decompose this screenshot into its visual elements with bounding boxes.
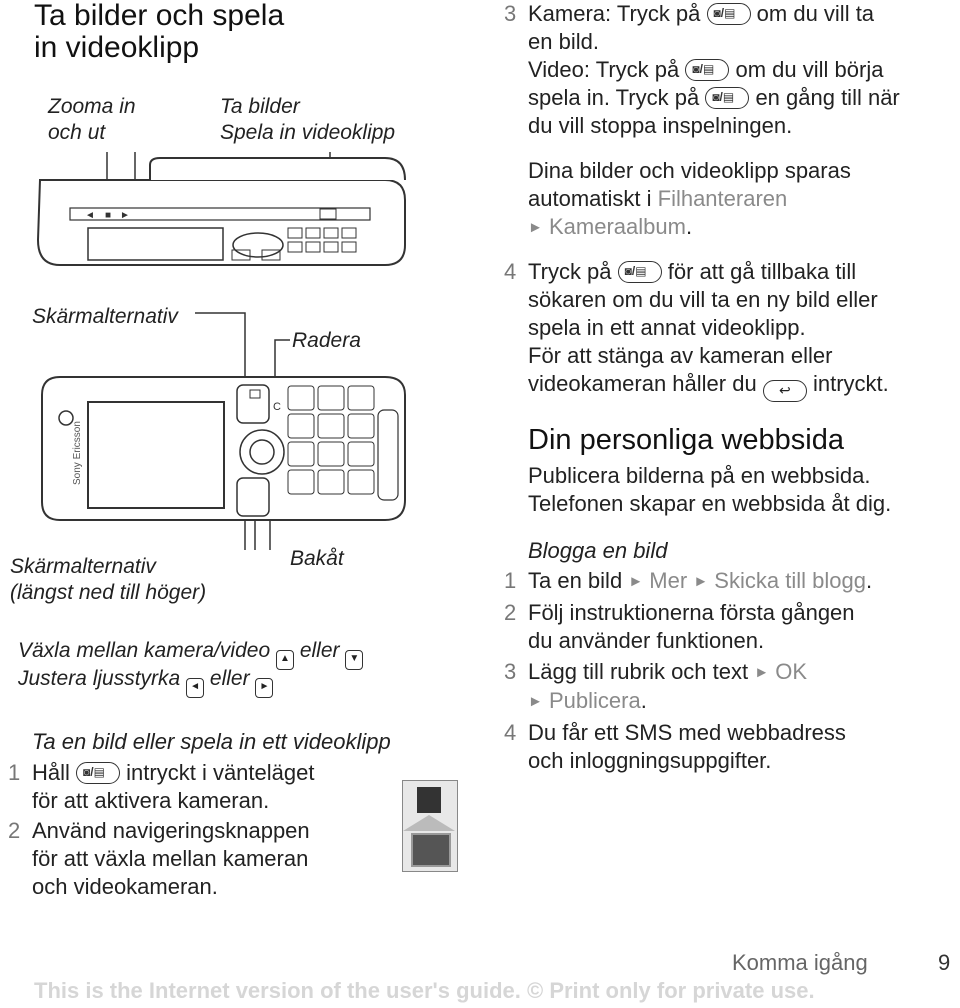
page-title: Ta bilder och spela in videoklipp [34, 0, 285, 64]
brightness-instruction: Justera ljusstyrka ◄ eller ► [18, 666, 273, 698]
camera-mode-icon [417, 787, 441, 813]
nav-down-icon: ▼ [345, 650, 363, 670]
web-heading: Din personliga webbsida [528, 424, 844, 456]
page-number: 9 [938, 950, 951, 975]
blog-step-4: 4 Du får ett SMS med webbadress [504, 720, 846, 745]
right-step-4: 4 Tryck på ◙/▤ för att gå tillbaka till sökaren om du vill ta en ny bild eller spela in ett annat videoklipp. För att stänga av kameran eller videokameran håller du ↩ intryckt. [504, 258, 954, 402]
video-mode-icon [411, 833, 451, 867]
link-camera-album[interactable]: Kameraalbum [548, 214, 686, 239]
link-more[interactable]: Mer [649, 568, 688, 593]
link-ok[interactable]: OK [775, 659, 808, 684]
phone-side-view [38, 158, 405, 265]
screen-options-bottom-label: Skärmalternativ (längst ned till höger) [10, 555, 207, 604]
camera-key-icon: ◙/▤ [685, 59, 729, 81]
blog-heading: Blogga en bild [528, 538, 668, 563]
left-heading: Ta en bild eller spela in ett videoklipp [32, 729, 391, 754]
zoom-label: Zooma in och ut [48, 95, 136, 144]
blog-step-1: 1 Ta en bild ► Mer ► Skicka till blogg. [504, 568, 873, 593]
svg-text:C: C [273, 401, 281, 413]
svg-text:■: ■ [105, 210, 112, 221]
blog-steps: 1 Ta en bild ► Mer ► Skicka till blogg. 2 Följ instruktionerna första gången du använder funktionen. 3 Lägg till rubrik och text ► OK ► Publicera. 4 Du får ett SMS med webbadress och inloggningsuppgifter. [504, 567, 954, 775]
camera-video-mode-image [402, 780, 458, 872]
svg-text:◄: ◄ [85, 210, 95, 221]
nav-right-icon: ► [255, 678, 273, 698]
nav-up-icon: ▲ [276, 650, 294, 670]
phone-brand: Sony Ericsson [72, 421, 83, 485]
delete-label: Radera [292, 329, 361, 352]
link-send-to-blog[interactable]: Skicka till blogg [714, 568, 866, 593]
right-step-3: 3 Kamera: Tryck på ◙/▤ om du vill ta en bild. Video: Tryck på ◙/▤ om du vill börja spela in. Tryck på ◙/▤ en gång till när du vill stoppa inspelningen. [504, 1, 900, 138]
blog-step-3: 3 Lägg till rubrik och text ► OK [504, 659, 808, 684]
left-step-2: 2 Använd navigeringsknappen för att växla mellan kameran och videokameran. [8, 818, 310, 899]
camera-key-icon: ◙/▤ [618, 261, 662, 283]
nav-left-icon: ◄ [186, 678, 204, 698]
link-file-manager[interactable]: Filhanteraren [657, 186, 788, 211]
take-photo-label: Ta bilder Spela in videoklipp [220, 95, 396, 144]
link-publish[interactable]: Publicera [548, 688, 641, 713]
saved-note: Dina bilder och videoklipp sparas automatiskt i Filhanteraren ► Kameraalbum. [528, 158, 851, 239]
camera-key-icon: ◙/▤ [76, 762, 120, 784]
switch-instruction: Växla mellan kamera/video ▲ eller ▼ [18, 638, 363, 670]
blog-step-2: 2 Följ instruktionerna första gången [504, 600, 855, 625]
screen-options-label: Skärmalternativ [32, 305, 178, 328]
web-description: Publicera bilderna på en webbsida. Telefonen skapar en webbsida åt dig. [528, 463, 892, 516]
phone-front-view [42, 377, 405, 520]
camera-key-icon: ◙/▤ [707, 3, 751, 25]
footer-section: Komma igång [732, 950, 868, 975]
back-label: Bakåt [290, 547, 344, 570]
back-key-icon: ↩ [763, 380, 807, 402]
camera-key-icon: ◙/▤ [705, 87, 749, 109]
footer-watermark: This is the Internet version of the user's guide. © Print only for private use. [34, 978, 815, 1003]
svg-text:►: ► [120, 210, 130, 221]
left-step-1: 1 Håll ◙/▤ intryckt i vänteläget för att aktivera kameran. [8, 760, 315, 813]
